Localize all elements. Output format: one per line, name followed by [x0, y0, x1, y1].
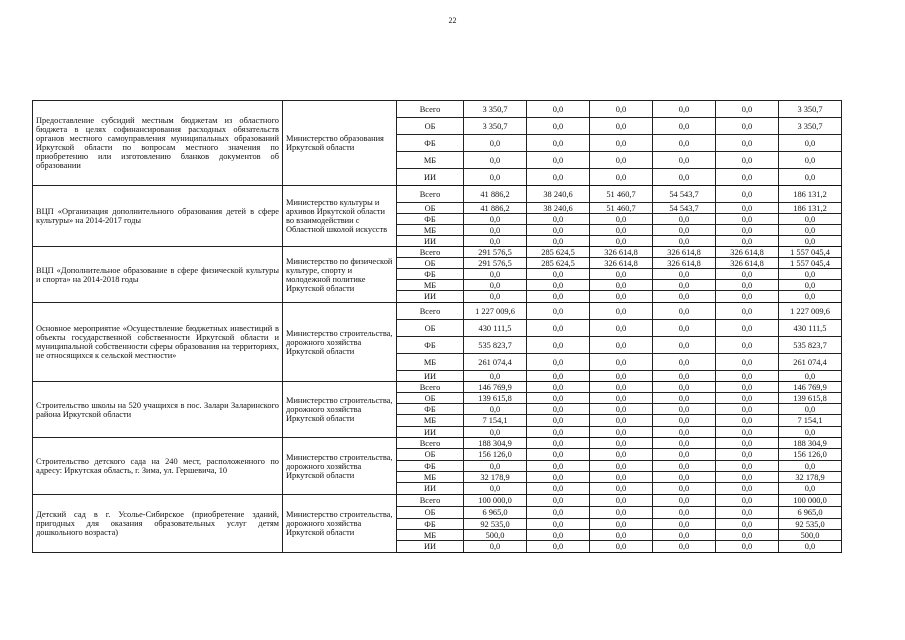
year-value: 0,0	[527, 337, 590, 354]
total-value: 0,0	[779, 214, 842, 225]
year-value: 0,0	[590, 337, 653, 354]
year-value: 51 460,7	[590, 186, 653, 203]
total-value: 3 350,7	[779, 118, 842, 135]
year-value: 0,0	[527, 495, 590, 507]
funding-source: МБ	[397, 415, 464, 427]
activity-name: ВЦП «Дополнительное образование в сфере физической культуры и спорта» на 2014-2018 годы	[33, 247, 283, 303]
funding-source: ФБ	[397, 214, 464, 225]
year-value: 0,0	[527, 118, 590, 135]
year-value: 51 460,7	[590, 203, 653, 214]
year-value: 92 535,0	[464, 519, 527, 530]
year-value: 0,0	[716, 303, 779, 320]
year-value: 146 769,9	[464, 382, 527, 393]
year-value: 0,0	[653, 135, 716, 152]
year-value: 326 614,8	[653, 258, 716, 269]
year-value: 188 304,9	[464, 438, 527, 449]
year-value: 0,0	[716, 280, 779, 291]
year-value: 0,0	[653, 427, 716, 438]
total-value: 500,0	[779, 530, 842, 541]
year-value: 0,0	[590, 152, 653, 169]
year-value: 0,0	[590, 225, 653, 236]
executor: Министерство по физической культуре, спорту и молодежной политике Иркутской области	[283, 247, 397, 303]
total-value: 100 000,0	[779, 495, 842, 507]
year-value: 0,0	[590, 393, 653, 404]
year-value: 0,0	[653, 169, 716, 186]
year-value: 0,0	[716, 269, 779, 280]
year-value: 261 074,4	[464, 354, 527, 371]
year-value: 38 240,6	[527, 186, 590, 203]
year-value: 0,0	[716, 449, 779, 461]
total-value: 0,0	[779, 225, 842, 236]
funding-source: ФБ	[397, 337, 464, 354]
year-value: 0,0	[590, 303, 653, 320]
funding-source: Всего	[397, 438, 464, 449]
year-value: 0,0	[716, 495, 779, 507]
funding-source: Всего	[397, 247, 464, 258]
funding-source: ИИ	[397, 541, 464, 553]
funding-source: МБ	[397, 280, 464, 291]
year-value: 0,0	[464, 152, 527, 169]
year-value: 0,0	[527, 214, 590, 225]
year-value: 0,0	[716, 507, 779, 519]
year-value: 0,0	[653, 530, 716, 541]
year-value: 0,0	[590, 483, 653, 495]
year-value: 0,0	[653, 404, 716, 415]
year-value: 0,0	[716, 291, 779, 303]
year-value: 0,0	[527, 169, 590, 186]
year-value: 0,0	[653, 393, 716, 404]
total-value: 0,0	[779, 280, 842, 291]
year-value: 0,0	[464, 541, 527, 553]
year-value: 0,0	[590, 320, 653, 337]
funding-source: ОБ	[397, 449, 464, 461]
year-value: 0,0	[527, 519, 590, 530]
funding-source: МБ	[397, 152, 464, 169]
total-value: 430 111,5	[779, 320, 842, 337]
total-value: 186 131,2	[779, 203, 842, 214]
total-value: 188 304,9	[779, 438, 842, 449]
year-value: 0,0	[716, 404, 779, 415]
year-value: 0,0	[716, 135, 779, 152]
year-value: 0,0	[527, 427, 590, 438]
year-value: 285 624,5	[527, 247, 590, 258]
total-value: 1 557 045,4	[779, 247, 842, 258]
year-value: 0,0	[464, 236, 527, 247]
year-value: 0,0	[464, 214, 527, 225]
year-value: 139 615,8	[464, 393, 527, 404]
year-value: 0,0	[653, 354, 716, 371]
year-value: 0,0	[590, 269, 653, 280]
year-value: 0,0	[653, 371, 716, 382]
year-value: 0,0	[653, 472, 716, 483]
year-value: 0,0	[590, 530, 653, 541]
year-value: 41 886,2	[464, 203, 527, 214]
funding-source: ИИ	[397, 483, 464, 495]
total-value: 0,0	[779, 135, 842, 152]
total-value: 0,0	[779, 291, 842, 303]
year-value: 156 126,0	[464, 449, 527, 461]
total-value: 535 823,7	[779, 337, 842, 354]
funding-source: МБ	[397, 225, 464, 236]
executor: Министерство строительства, дорожного хозяйства Иркутской области	[283, 438, 397, 495]
year-value: 0,0	[590, 415, 653, 427]
year-value: 0,0	[527, 530, 590, 541]
total-value: 186 131,2	[779, 186, 842, 203]
year-value: 0,0	[464, 371, 527, 382]
funding-source: ФБ	[397, 135, 464, 152]
year-value: 0,0	[464, 280, 527, 291]
year-value: 3 350,7	[464, 118, 527, 135]
year-value: 0,0	[527, 461, 590, 472]
year-value: 0,0	[527, 269, 590, 280]
year-value: 0,0	[653, 225, 716, 236]
total-value: 0,0	[779, 461, 842, 472]
year-value: 0,0	[653, 415, 716, 427]
year-value: 0,0	[716, 152, 779, 169]
total-value: 0,0	[779, 483, 842, 495]
year-value: 54 543,7	[653, 203, 716, 214]
year-value: 0,0	[590, 519, 653, 530]
total-value: 1 557 045,4	[779, 258, 842, 269]
year-value: 0,0	[464, 169, 527, 186]
year-value: 0,0	[590, 101, 653, 118]
funding-source: ИИ	[397, 371, 464, 382]
funding-source: Всего	[397, 303, 464, 320]
year-value: 0,0	[653, 461, 716, 472]
year-value: 0,0	[716, 203, 779, 214]
year-value: 0,0	[653, 382, 716, 393]
year-value: 500,0	[464, 530, 527, 541]
funding-source: ИИ	[397, 236, 464, 247]
year-value: 0,0	[527, 393, 590, 404]
total-value: 0,0	[779, 404, 842, 415]
year-value: 3 350,7	[464, 101, 527, 118]
year-value: 0,0	[653, 320, 716, 337]
year-value: 0,0	[464, 427, 527, 438]
total-value: 0,0	[779, 269, 842, 280]
year-value: 7 154,1	[464, 415, 527, 427]
year-value: 0,0	[590, 541, 653, 553]
year-value: 0,0	[716, 382, 779, 393]
year-value: 0,0	[716, 225, 779, 236]
page-number: 22	[448, 16, 457, 25]
total-value: 0,0	[779, 541, 842, 553]
year-value: 0,0	[653, 483, 716, 495]
year-value: 0,0	[716, 483, 779, 495]
executor: Министерство культуры и архивов Иркутской области во взаимодействии с Областной школой искусств	[283, 186, 397, 247]
funding-source: ИИ	[397, 291, 464, 303]
year-value: 326 614,8	[590, 247, 653, 258]
year-value: 0,0	[527, 371, 590, 382]
funding-source: ОБ	[397, 258, 464, 269]
year-value: 0,0	[590, 169, 653, 186]
year-value: 0,0	[653, 214, 716, 225]
year-value: 0,0	[527, 303, 590, 320]
year-value: 0,0	[527, 225, 590, 236]
funding-source: Всего	[397, 101, 464, 118]
funding-source: Всего	[397, 186, 464, 203]
year-value: 0,0	[590, 427, 653, 438]
year-value: 0,0	[590, 371, 653, 382]
total-value: 32 178,9	[779, 472, 842, 483]
year-value: 0,0	[653, 291, 716, 303]
year-value: 0,0	[653, 507, 716, 519]
year-value: 0,0	[716, 541, 779, 553]
year-value: 0,0	[590, 236, 653, 247]
year-value: 0,0	[716, 371, 779, 382]
year-value: 0,0	[653, 449, 716, 461]
year-value: 0,0	[590, 472, 653, 483]
year-value: 0,0	[464, 269, 527, 280]
year-value: 0,0	[716, 519, 779, 530]
year-value: 0,0	[590, 495, 653, 507]
year-value: 535 823,7	[464, 337, 527, 354]
year-value: 430 111,5	[464, 320, 527, 337]
activity-name: Предоставление субсидий местным бюджетам из областного бюджета в целях софинансирования расходных обязательств органов местного самоуправления муниципальных образований Иркутской области по вопросам местного значения по приобретению или изготовлению бланков документов об образовании	[33, 101, 283, 186]
year-value: 0,0	[590, 507, 653, 519]
funding-source: МБ	[397, 472, 464, 483]
year-value: 326 614,8	[590, 258, 653, 269]
year-value: 0,0	[716, 186, 779, 203]
year-value: 285 624,5	[527, 258, 590, 269]
year-value: 291 576,5	[464, 247, 527, 258]
year-value: 32 178,9	[464, 472, 527, 483]
year-value: 0,0	[527, 354, 590, 371]
year-value: 0,0	[527, 280, 590, 291]
year-value: 326 614,8	[716, 247, 779, 258]
budget-table	[32, 100, 842, 553]
year-value: 0,0	[590, 135, 653, 152]
funding-source: ИИ	[397, 169, 464, 186]
total-value: 0,0	[779, 169, 842, 186]
table-row	[33, 186, 842, 203]
funding-source: ОБ	[397, 393, 464, 404]
year-value: 0,0	[590, 291, 653, 303]
executor: Министерство строительства, дорожного хозяйства Иркутской области	[283, 303, 397, 382]
year-value: 0,0	[716, 530, 779, 541]
year-value: 326 614,8	[653, 247, 716, 258]
year-value: 0,0	[716, 118, 779, 135]
year-value: 0,0	[653, 541, 716, 553]
year-value: 0,0	[653, 101, 716, 118]
year-value: 291 576,5	[464, 258, 527, 269]
total-value: 0,0	[779, 371, 842, 382]
funding-source: ФБ	[397, 269, 464, 280]
year-value: 0,0	[653, 118, 716, 135]
table-row	[33, 303, 842, 320]
year-value: 0,0	[653, 236, 716, 247]
year-value: 0,0	[527, 449, 590, 461]
year-value: 0,0	[590, 438, 653, 449]
total-value: 6 965,0	[779, 507, 842, 519]
table-row	[33, 382, 842, 393]
funding-source: ФБ	[397, 461, 464, 472]
year-value: 0,0	[464, 461, 527, 472]
year-value: 0,0	[716, 337, 779, 354]
funding-source: ОБ	[397, 507, 464, 519]
funding-source: ОБ	[397, 320, 464, 337]
year-value: 0,0	[716, 169, 779, 186]
year-value: 0,0	[653, 269, 716, 280]
year-value: 0,0	[653, 495, 716, 507]
year-value: 0,0	[527, 472, 590, 483]
year-value: 0,0	[527, 236, 590, 247]
year-value: 41 886,2	[464, 186, 527, 203]
year-value: 0,0	[653, 280, 716, 291]
year-value: 0,0	[716, 427, 779, 438]
year-value: 0,0	[590, 461, 653, 472]
table-row	[33, 247, 842, 258]
funding-source: ОБ	[397, 118, 464, 135]
total-value: 92 535,0	[779, 519, 842, 530]
total-value: 0,0	[779, 427, 842, 438]
table-row	[33, 101, 842, 118]
year-value: 0,0	[653, 152, 716, 169]
year-value: 1 227 009,6	[464, 303, 527, 320]
year-value: 6 965,0	[464, 507, 527, 519]
year-value: 0,0	[527, 404, 590, 415]
executor: Министерство строительства, дорожного хозяйства Иркутской области	[283, 495, 397, 553]
year-value: 0,0	[716, 214, 779, 225]
funding-source: ОБ	[397, 203, 464, 214]
table-row	[33, 495, 842, 507]
total-value: 0,0	[779, 152, 842, 169]
year-value: 0,0	[527, 541, 590, 553]
year-value: 0,0	[590, 280, 653, 291]
year-value: 0,0	[590, 354, 653, 371]
year-value: 0,0	[527, 415, 590, 427]
funding-source: ФБ	[397, 404, 464, 415]
year-value: 0,0	[716, 236, 779, 247]
year-value: 0,0	[527, 507, 590, 519]
total-value: 3 350,7	[779, 101, 842, 118]
year-value: 0,0	[464, 225, 527, 236]
table-row	[33, 438, 842, 449]
year-value: 38 240,6	[527, 203, 590, 214]
year-value: 0,0	[716, 354, 779, 371]
total-value: 261 074,4	[779, 354, 842, 371]
year-value: 0,0	[590, 382, 653, 393]
year-value: 0,0	[716, 438, 779, 449]
year-value: 326 614,8	[716, 258, 779, 269]
year-value: 0,0	[527, 382, 590, 393]
funding-source: ФБ	[397, 519, 464, 530]
total-value: 156 126,0	[779, 449, 842, 461]
year-value: 0,0	[527, 135, 590, 152]
year-value: 0,0	[464, 135, 527, 152]
year-value: 54 543,7	[653, 186, 716, 203]
year-value: 0,0	[527, 152, 590, 169]
activity-name: ВЦП «Организация дополнительного образования детей в сфере культуры» на 2014-2017 годы	[33, 186, 283, 247]
funding-source: МБ	[397, 530, 464, 541]
year-value: 0,0	[590, 214, 653, 225]
year-value: 0,0	[653, 519, 716, 530]
activity-name: Строительство школы на 520 учащихся в пос. Залари Заларинского района Иркутской области	[33, 382, 283, 438]
year-value: 0,0	[716, 415, 779, 427]
year-value: 0,0	[716, 101, 779, 118]
total-value: 146 769,9	[779, 382, 842, 393]
executor: Министерство образования Иркутской области	[283, 101, 397, 186]
year-value: 0,0	[527, 438, 590, 449]
year-value: 0,0	[716, 472, 779, 483]
year-value: 0,0	[527, 320, 590, 337]
year-value: 100 000,0	[464, 495, 527, 507]
year-value: 0,0	[716, 320, 779, 337]
year-value: 0,0	[527, 483, 590, 495]
activity-name: Строительство детского сада на 240 мест, расположенного по адресу: Иркутская область, г. Зима, ул. Гершевича, 10	[33, 438, 283, 495]
year-value: 0,0	[527, 291, 590, 303]
year-value: 0,0	[590, 118, 653, 135]
funding-source: МБ	[397, 354, 464, 371]
year-value: 0,0	[590, 449, 653, 461]
year-value: 0,0	[653, 337, 716, 354]
year-value: 0,0	[653, 438, 716, 449]
total-value: 1 227 009,6	[779, 303, 842, 320]
total-value: 0,0	[779, 236, 842, 247]
year-value: 0,0	[464, 483, 527, 495]
year-value: 0,0	[464, 404, 527, 415]
year-value: 0,0	[590, 404, 653, 415]
total-value: 7 154,1	[779, 415, 842, 427]
funding-source: ИИ	[397, 427, 464, 438]
executor: Министерство строительства, дорожного хозяйства Иркутской области	[283, 382, 397, 438]
activity-name: Основное мероприятие «Осуществление бюджетных инвестиций в объекты государственной собственности Иркутской области и муниципальной собственности сферы образования на территориях, не относящихся к сельской местности»	[33, 303, 283, 382]
funding-source: Всего	[397, 495, 464, 507]
funding-source: Всего	[397, 382, 464, 393]
total-value: 139 615,8	[779, 393, 842, 404]
year-value: 0,0	[716, 393, 779, 404]
year-value: 0,0	[716, 461, 779, 472]
year-value: 0,0	[464, 291, 527, 303]
year-value: 0,0	[527, 101, 590, 118]
year-value: 0,0	[653, 303, 716, 320]
activity-name: Детский сад в г. Усолье-Сибирское (приобретение зданий, пригодных для оказания образовательных услуг детям дошкольного возраста)	[33, 495, 283, 553]
